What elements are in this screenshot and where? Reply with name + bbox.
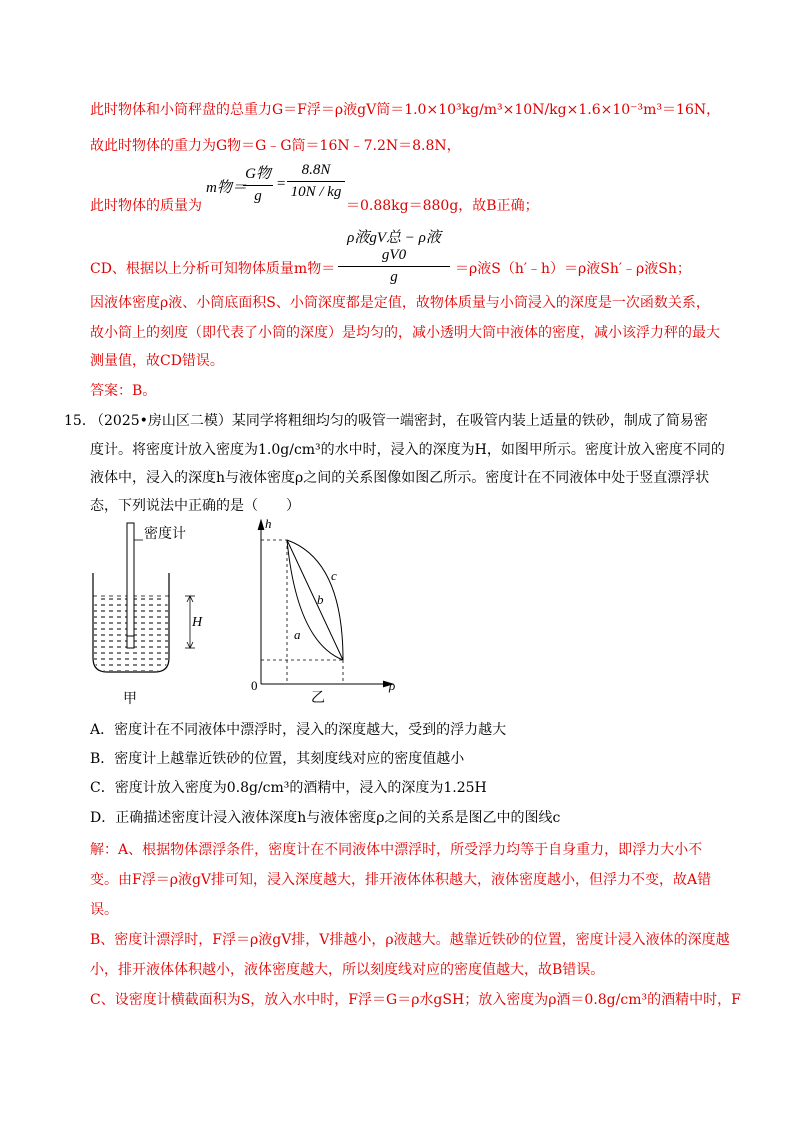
figure-yi: [245, 512, 405, 707]
question-line-3: 液体中，浸入的深度h与液体密度ρ之间的关系图像如图乙所示。密度计在不同液体中处于竖直漂浮状: [90, 470, 710, 486]
fraction-denominator: g: [390, 269, 398, 285]
solution-line-2: 故此时物体的重力为G物＝G﹣G筒＝16N﹣7.2N＝8.8N，: [90, 138, 461, 154]
answer-line: 答案：B。: [90, 383, 157, 399]
origin-label: 0: [251, 678, 258, 693]
fraction-numerator: G物: [245, 166, 271, 182]
solution15-line-2: 变。由F浮＝ρ液gV排可知，浸入深度越大，排开液体体积越大，液体密度越小，但浮力不变，故A错: [90, 872, 712, 888]
option-b: B．密度计上越靠近铁砂的位置，其刻度线对应的密度值越小: [90, 751, 465, 767]
solution15-line-4: B、密度计漂浮时，F浮＝ρ液gV排，V排越小，ρ液越大。越靠近铁砂的位置，密度计浸入液体的深度越: [90, 932, 730, 948]
question-line-4: 态，下列说法中正确的是（ ）: [90, 498, 300, 514]
solution-line-3-post: ＝0.88kg＝880g，故B正确；: [346, 198, 539, 214]
question-line-2: 度计。将密度计放入密度为1.0g/cm³的水中时，浸入的深度为H，如图甲所示。密度计放入密度不同的: [90, 442, 725, 458]
equals-sign: =: [276, 176, 287, 192]
axis-label-rho: ρ: [389, 678, 396, 693]
curve-label-a: a: [294, 627, 301, 642]
solution15-line-5: 小，排开液体体积越小，液体密度越大，所以刻度线对应的密度值越大，故B错误。: [90, 962, 605, 978]
solution15-line-3: 误。: [90, 902, 118, 918]
solution15-line-6: C、设密度计横截面积为S，放入水中时，F浮＝G＝ρ水gSH；放入密度为ρ酒＝0.8g/cm³的酒精中时，F: [90, 992, 741, 1008]
axis-label-h: h: [265, 516, 272, 531]
fraction-denominator: 10N / kg: [290, 184, 342, 200]
fraction-numerator: ρ液gV总 − ρ液gV0: [347, 230, 441, 263]
fraction-8-8: [287, 162, 345, 201]
solution-line-1: 此时物体和小筒秤盘的总重力G＝F浮＝ρ液gV筒＝1.0×10³kg/m³×10N/kg×1.6×10⁻³m³＝16N，: [90, 102, 721, 118]
solution-line-4-post: ＝ρ液S（h′﹣h）＝ρ液Sh′﹣ρ液Sh；: [455, 261, 691, 277]
figure-jia-caption: 甲: [123, 692, 137, 707]
curve-label-b: b: [317, 592, 324, 607]
solution-line-6: 故小筒上的刻度（即代表了小筒的深度）是均匀的，减小透明大筒中液体的密度，减小该浮力秤的最大: [90, 325, 720, 341]
figure-jia: [85, 518, 225, 708]
fraction-numerator: 8.8N: [301, 162, 331, 178]
solution15-line-1: 解：A、根据物体漂浮条件，密度计在不同液体中漂浮时，所受浮力均等于自身重力，即浮力大小不: [90, 842, 703, 858]
option-c: C．密度计放入密度为0.8g/cm³的酒精中，浸入的深度为1.25H: [90, 780, 487, 796]
curve-label-c: c: [331, 568, 337, 583]
mass-lhs: m物＝: [206, 180, 247, 196]
fraction-bar: [243, 185, 273, 186]
fraction-bar: [338, 266, 450, 267]
option-a: A．密度计在不同液体中漂浮时，浸入的深度越大，受到的浮力越大: [90, 722, 507, 738]
fraction-bar: [287, 181, 345, 182]
figure-yi-caption: 乙: [311, 691, 325, 706]
density-meter-tube: [127, 523, 134, 648]
density-meter-label: 密度计: [144, 527, 186, 542]
question-number: 15．: [64, 413, 96, 429]
fraction-denominator: g: [254, 188, 262, 204]
solution-line-5: 因液体密度ρ液、小筒底面积S、小筒深度都是定值，故物体质量与小筒浸入的深度是一次函数关系，: [90, 295, 710, 311]
question-line-1: （2025•房山区二模）某同学将粗细均匀的吸管一端密封，在吸管内装上适量的铁砂，制成了简易密: [90, 413, 708, 429]
solution-line-7: 测量值，故CD错误。: [90, 353, 224, 369]
option-d: D．正确描述密度计浸入液体深度h与液体密度ρ之间的关系是图乙中的图线c: [90, 810, 561, 826]
height-label-H: H: [192, 615, 203, 630]
fraction-rho: [338, 226, 450, 286]
fraction-g-wu: [243, 162, 273, 205]
solution-line-3-pre: 此时物体的质量为: [90, 198, 202, 214]
solution-line-4-pre: CD、根据以上分析可知物体质量m物＝: [90, 261, 336, 277]
